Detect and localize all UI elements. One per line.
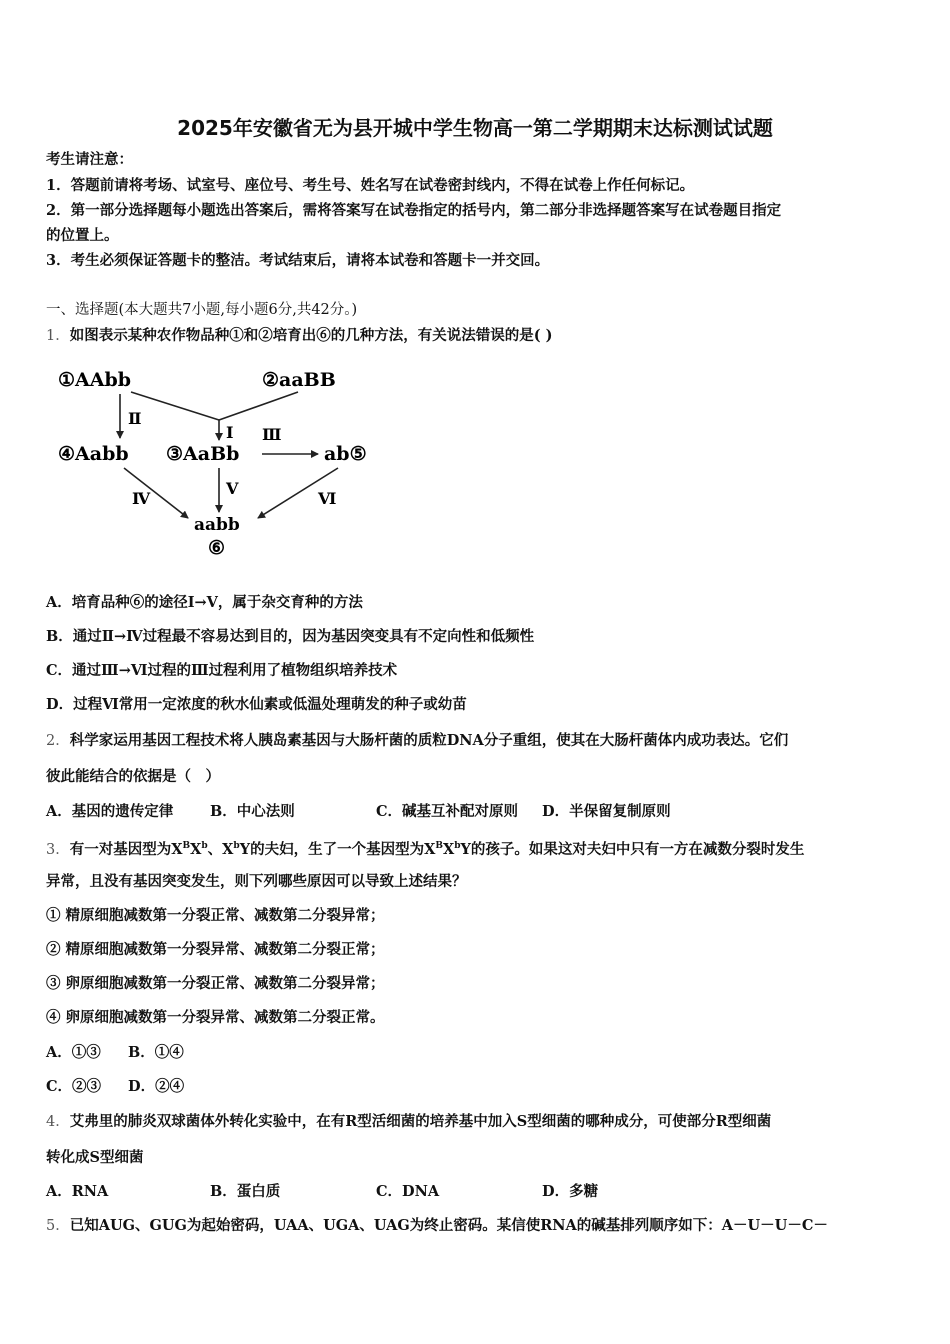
q1-option-a: A．培育品种⑥的途径Ⅰ→Ⅴ，属于杂交育种的方法	[46, 594, 363, 611]
label-process-2: Ⅱ	[128, 409, 142, 428]
node-1-aabb: ①AAbb	[58, 369, 132, 391]
q3-option-c: C．②③	[46, 1078, 102, 1095]
question-text: 科学家运用基因工程技术将人胰岛素基因与大肠杆菌的质粒DNA分子重组，使其在大肠杆菌体内成功表达。它们	[69, 732, 789, 749]
question-4-stem-cont: 转化成S型细菌	[46, 1149, 144, 1166]
allele-superscript: b	[454, 841, 461, 851]
stem-part: 、X	[207, 841, 234, 858]
stem-part: 有一对基因型为X	[69, 841, 183, 858]
q4-option-b: B．蛋白质	[210, 1183, 281, 1200]
question-text: 艾弗里的肺炎双球菌体外转化实验中，在有R型活细菌的培养基中加入S型细菌的哪种成分，可使部分R型细菌	[69, 1113, 772, 1130]
node-5-ab: ab⑤	[324, 443, 367, 465]
q3-item: ③ 卵原细胞减数第一分裂正常、减数第二分裂异常；	[46, 975, 385, 992]
q2-option-b: B．中心法则	[210, 803, 295, 820]
node-6-aabb: aabb	[194, 515, 240, 535]
q3-option-d: D．②④	[128, 1078, 185, 1095]
node-2-aabb: ②aaBB	[262, 369, 336, 391]
notice-item: 的位置上。	[46, 227, 119, 244]
q4-option-c: C．DNA	[376, 1183, 440, 1200]
q1-option-b: B．通过Ⅱ→Ⅳ过程最不容易达到目的，因为基因突变具有不定向性和低频性	[46, 628, 535, 645]
question-3-stem-cont: 异常，且没有基因突变发生，则下列哪些原因可以导致上述结果？	[46, 873, 467, 890]
label-process-5: Ⅴ	[226, 479, 239, 498]
question-number: 1．	[46, 328, 70, 344]
question-5-stem	[46, 1216, 908, 1236]
label-process-4: Ⅳ	[132, 489, 151, 508]
question-4-stem	[46, 1112, 908, 1132]
node-3-aabb: ③AaBb	[166, 443, 240, 465]
allele-superscript: B	[182, 841, 191, 851]
q4-option-a: A．RNA	[46, 1183, 109, 1200]
q2-option-a: A．基因的遗传定律	[46, 803, 174, 820]
node-4-aabb: ④Aabb	[58, 443, 129, 465]
question-2-stem	[46, 731, 908, 751]
stem-part: Y的孩子。如果这对夫妇中只有一方在减数分裂时发生	[460, 841, 805, 858]
allele-superscript: b	[233, 841, 240, 851]
question-number: 2．	[46, 733, 70, 749]
section-heading: 一、选择题(本大题共7小题,每小题6分,共42分。)	[46, 302, 358, 318]
notice-item: 2．第一部分选择题每小题选出答案后，需将答案写在试卷指定的括号内，第二部分非选择题答案写在试卷题目指定	[46, 202, 782, 219]
allele-superscript: B	[435, 841, 443, 851]
question-3-stem	[46, 836, 908, 860]
q1-option-c: C．通过Ⅲ→Ⅵ过程的Ⅲ过程利用了植物组织培养技术	[46, 662, 398, 679]
question-text: 已知AUG、GUG为起始密码，UAA、UGA、UAG为终止密码。某信使RNA的碱基排列顺序如下：A－U－U－C－	[69, 1217, 828, 1234]
q3-item: ② 精原细胞减数第一分裂异常、减数第二分裂正常；	[46, 941, 385, 958]
q3-option-b: B．①④	[128, 1044, 184, 1061]
question-1-stem	[46, 326, 908, 346]
notice-item: 1．答题前请将考场、试室号、座位号、考生号、姓名写在试卷密封线内，不得在试卷上作任何标记。	[46, 177, 695, 194]
stem-part: X	[190, 841, 202, 858]
q3-item: ① 精原细胞减数第一分裂正常、减数第二分裂异常；	[46, 907, 385, 924]
allele-superscript: b	[201, 841, 208, 851]
question-text: 如图表示某种农作物品种①和②培育出⑥的几种方法，有关说法错误的是( )	[69, 327, 553, 344]
cross-line-right	[219, 392, 298, 420]
q1-option-d: D．过程Ⅵ常用一定浓度的秋水仙素或低温处理萌发的种子或幼苗	[46, 696, 467, 713]
label-process-6: Ⅵ	[318, 489, 337, 508]
notice-heading: 考生请注意：	[46, 151, 133, 168]
q3-item: ④ 卵原细胞减数第一分裂异常、减数第二分裂正常。	[46, 1009, 385, 1026]
q2-option-d: D．半保留复制原则	[542, 803, 671, 820]
q2-option-c: C．碱基互补配对原则	[376, 803, 519, 820]
node-6-marker: ⑥	[208, 537, 226, 559]
q4-option-d: D．多糖	[542, 1183, 599, 1200]
label-process-1: Ⅰ	[226, 423, 234, 442]
question-number: 4．	[46, 1114, 70, 1130]
cross-line-left	[131, 392, 219, 420]
stem-part: Y的夫妇，生了一个基因型为X	[239, 841, 436, 858]
question-number: 5．	[46, 1218, 70, 1234]
question-2-stem-cont: 彼此能结合的依据是（ ）	[46, 768, 220, 785]
q3-option-a: A．①③	[46, 1044, 101, 1061]
notice-item: 3．考生必须保证答题卡的整洁。考试结束后，请将本试卷和答题卡一并交回。	[46, 252, 550, 269]
question-number: 3．	[46, 842, 70, 858]
exam-title: 2025年安徽省无为县开城中学生物高一第二学期期末达标测试试题	[177, 116, 773, 140]
label-process-3: Ⅲ	[262, 425, 282, 444]
breeding-diagram	[56, 362, 386, 562]
stem-part: X	[442, 841, 455, 858]
